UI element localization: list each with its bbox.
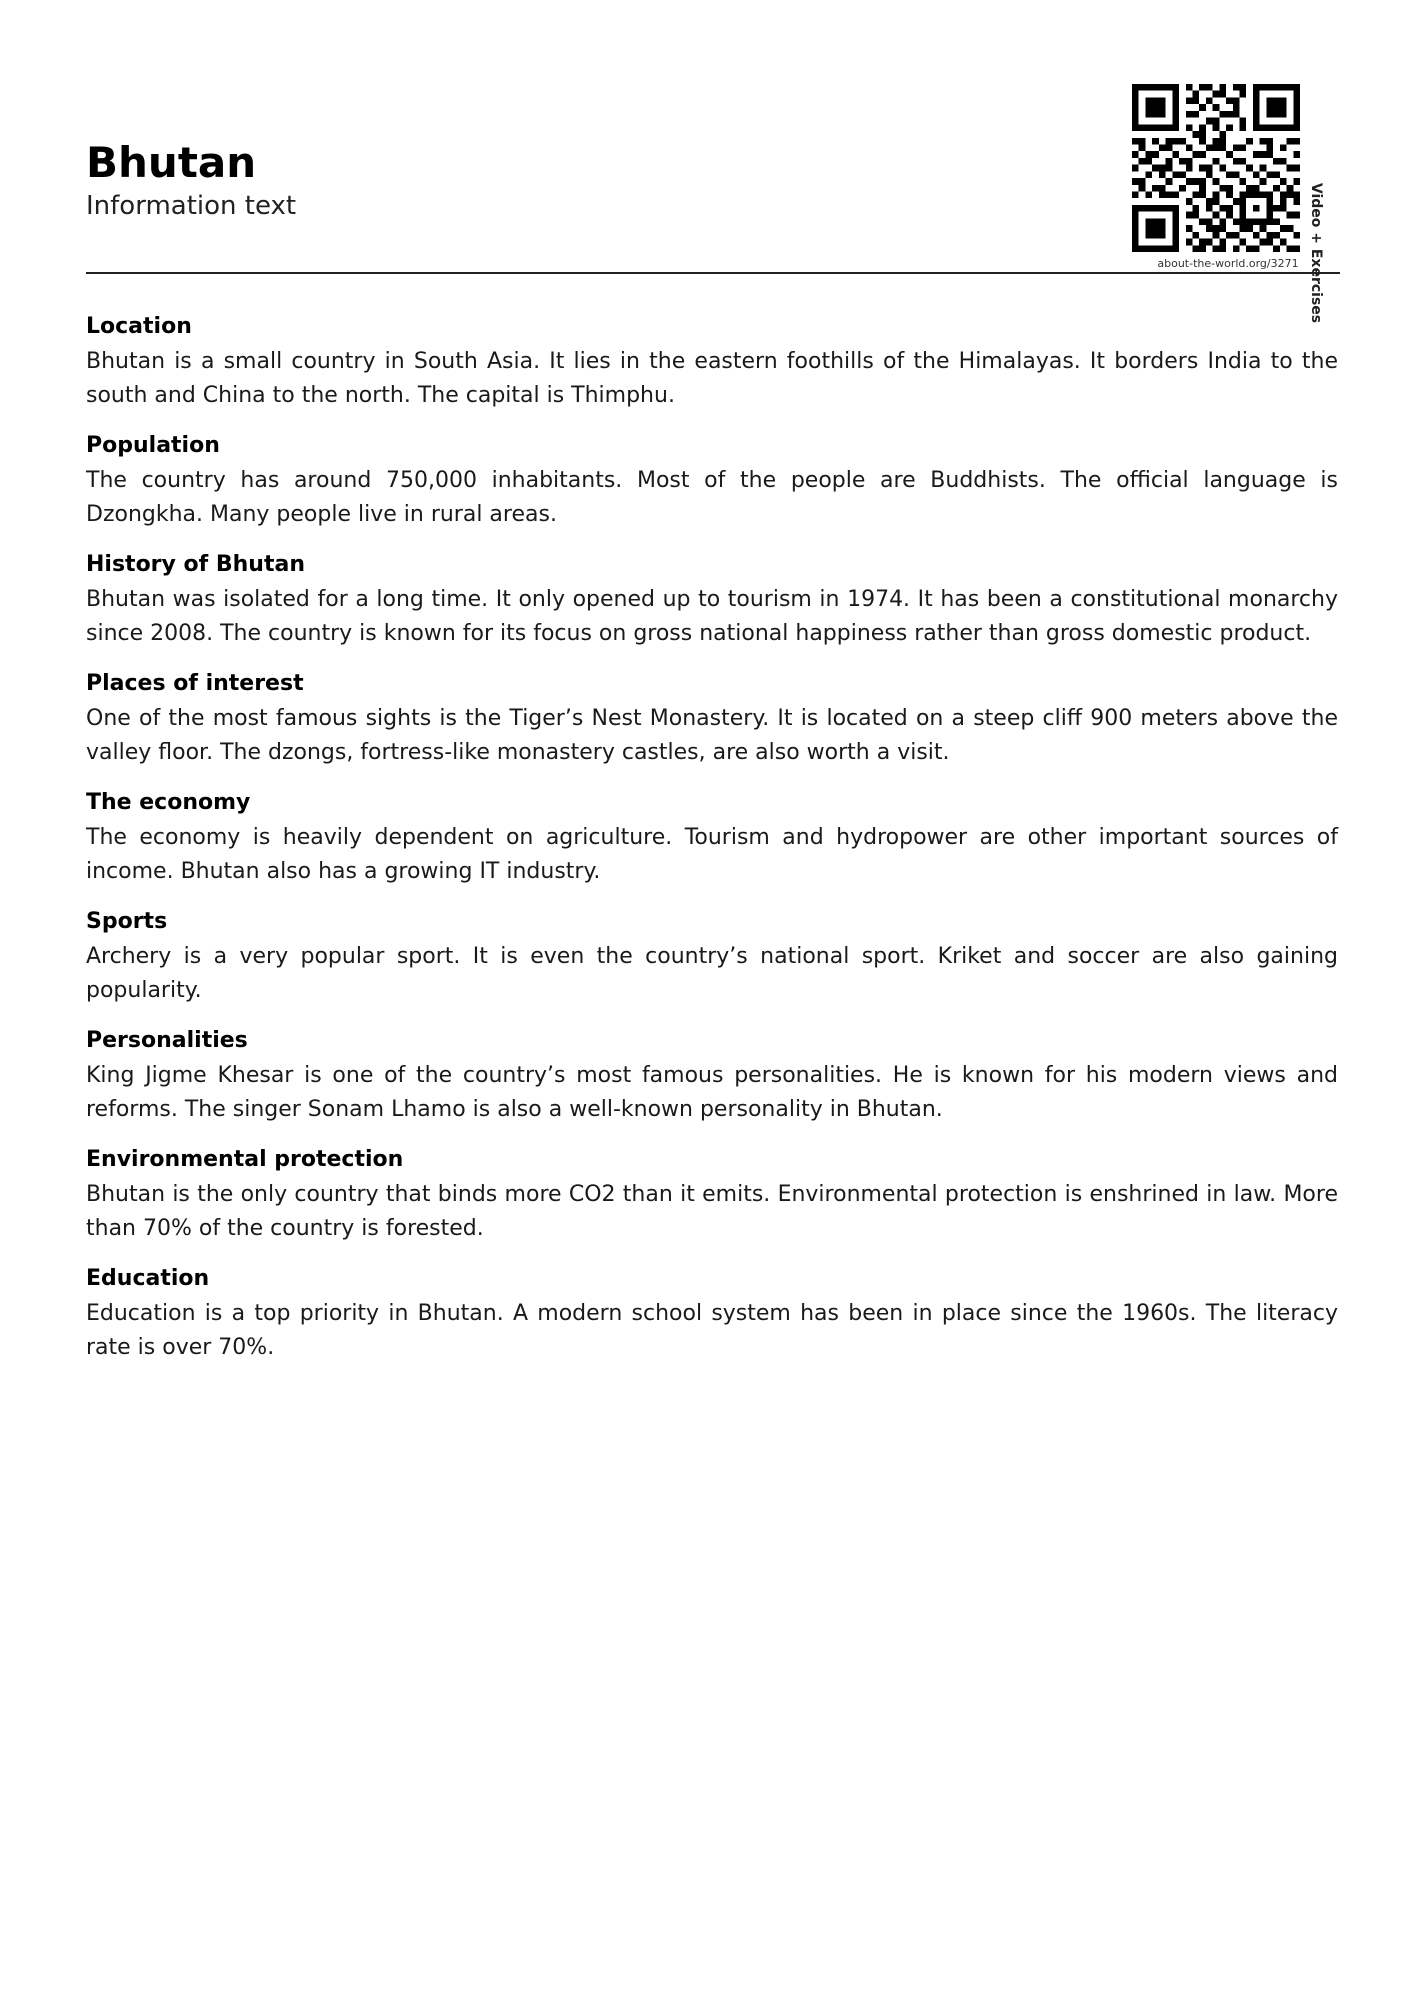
- section-location: [86, 312, 1338, 413]
- section-text: The economy is heavily dependent on agriculture. Tourism and hydropower are other important sources of income. Bhutan also has a growing IT industry.: [86, 825, 1338, 884]
- section-heading: Environmental protection: [86, 1147, 404, 1172]
- section-population: [86, 431, 1338, 532]
- section-text: King Jigme Khesar is one of the country’s most famous personalities. He is known for his modern views and reforms. The singer Sonam Lhamo is also a well-known personality in Bhutan.: [86, 1063, 1338, 1122]
- section-environmental-protection: [86, 1145, 1338, 1246]
- section-text: Bhutan is the only country that binds more CO2 than it emits. Environmental protection is enshrined in law. More than 70% of the country is forested.: [86, 1182, 1338, 1241]
- section-economy: [86, 788, 1338, 889]
- section-heading: Education: [86, 1266, 210, 1291]
- section-heading: Location: [86, 314, 192, 339]
- qr-url[interactable]: about-the-world.org/3271: [1157, 257, 1299, 270]
- section-heading: The economy: [86, 790, 251, 815]
- section-text: Bhutan is a small country in South Asia. It lies in the eastern foothills of the Himalayas. It borders India to the south and China to the north. The capital is Thimphu.: [86, 349, 1338, 408]
- section-text: Education is a top priority in Bhutan. A modern school system has been in place since the 1960s. The literacy rate is over 70%.: [86, 1301, 1338, 1360]
- section-heading: Places of interest: [86, 671, 304, 696]
- section-education: [86, 1264, 1338, 1365]
- section-heading: Sports: [86, 909, 168, 934]
- page-header: [86, 0, 1340, 324]
- section-text: The country has around 750,000 inhabitants. Most of the people are Buddhists. The official language is Dzongkha. Many people live in rural areas.: [86, 468, 1338, 527]
- section-history: [86, 550, 1338, 651]
- section-text: Bhutan was isolated for a long time. It only opened up to tourism in 1974. It has been a constitutional monarchy since 2008. The country is known for its focus on gross national happiness rather than gross domestic product.: [86, 587, 1338, 646]
- section-text: One of the most famous sights is the Tiger’s Nest Monastery. It is located on a steep cliff 900 meters above the valley floor. The dzongs, fortress-like monastery castles, are also worth a visit.: [86, 706, 1338, 765]
- qr-code-icon[interactable]: [1132, 84, 1300, 252]
- section-sports: [86, 907, 1338, 1008]
- qr-side-label-text: Video + Exercises: [1308, 182, 1324, 324]
- section-places-of-interest: [86, 669, 1338, 770]
- page-title: Bhutan: [86, 138, 257, 187]
- header-divider: [86, 272, 1340, 274]
- section-heading: Personalities: [86, 1028, 248, 1053]
- section-heading: Population: [86, 433, 220, 458]
- section-heading: History of Bhutan: [86, 552, 305, 577]
- section-personalities: [86, 1026, 1338, 1127]
- information-text: [86, 312, 1338, 1383]
- page-subtitle: Information text: [86, 191, 297, 221]
- qr-block[interactable]: [1128, 84, 1344, 324]
- section-text: Archery is a very popular sport. It is even the country’s national sport. Kriket and soccer are also gaining popularity.: [86, 944, 1338, 1003]
